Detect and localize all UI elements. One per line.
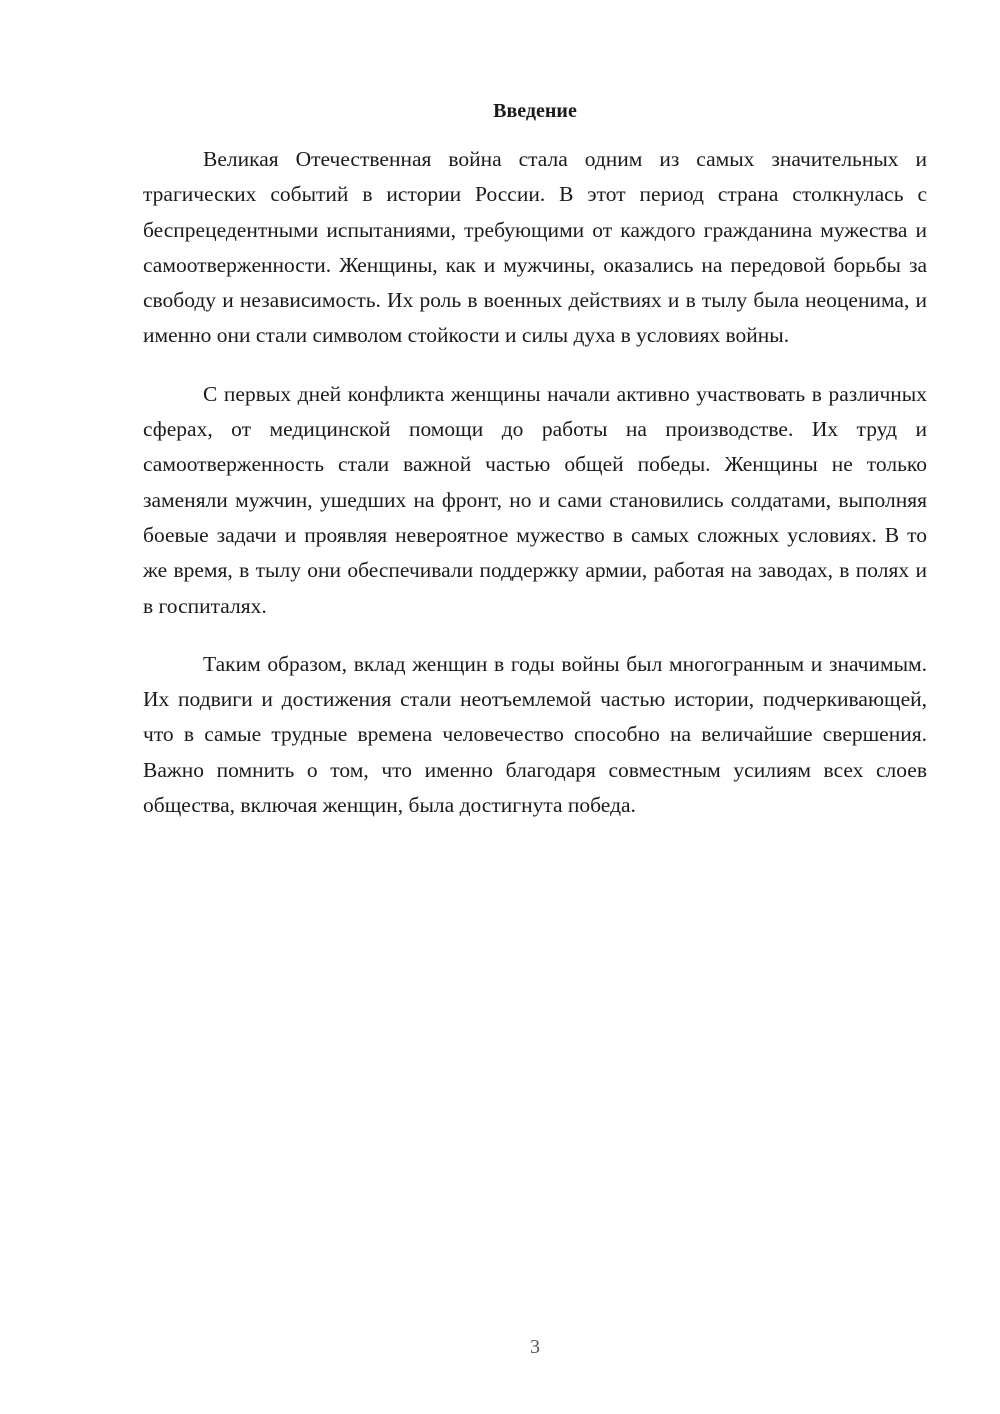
paragraph-3: Таким образом, вклад женщин в годы войны был многогранным и значимым. Их подвиги и достижения стали неотъемлемой частью истории, подчеркивающей, что в самые трудные времена человечество способно на величайшие свершения. Важно помнить о том, что именно благодаря совместным усилиям всех слоев общества, включая женщин, была достигнута победа. — [143, 651, 927, 818]
page-title: Введение — [493, 100, 577, 122]
body-text — [143, 142, 927, 846]
paragraph-2: С первых дней конфликта женщины начали активно участвовать в различных сферах, от медицинской помощи до работы на производстве. Их труд и самоотверженность стали важной частью общей победы. Женщины не только заменяли мужчин, ушедших на фронт, но и сами становились солдатами, выполняя боевые задачи и проявляя невероятное мужество в самых сложных условиях. В то же время, в тылу они обеспечивали поддержку армии, работая на заводах, в полях и в госпиталях. — [143, 381, 927, 618]
page-number: 3 — [530, 1336, 540, 1358]
paragraph-1: Великая Отечественная война стала одним из самых значительных и трагических событий в истории России. В этот период страна столкнулась с беспрецедентными испытаниями, требующими от каждого гражданина мужества и самоотверженности. Женщины, как и мужчины, оказались на передовой борьбы за свободу и независимость. Их роль в военных действиях и в тылу была неоценима, и именно они стали символом стойкости и силы духа в условиях войны. — [143, 147, 927, 348]
